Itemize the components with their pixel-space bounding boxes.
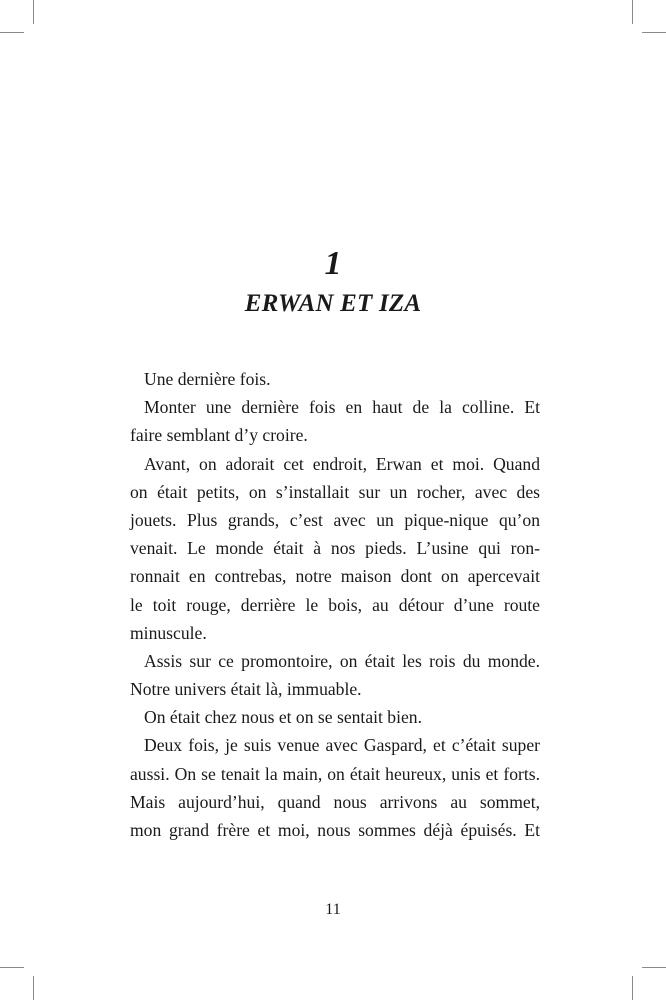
- crop-mark-bottom-left-v: [33, 976, 34, 1000]
- text-line: minuscule.: [130, 622, 207, 643]
- text-line: mon grand frère et moi, nous sommes déjà épuisés. Et: [130, 820, 540, 840]
- crop-mark-top-left-h: [0, 32, 24, 33]
- crop-mark-top-left-v: [33, 0, 34, 24]
- crop-mark-bottom-right-v: [632, 976, 633, 1000]
- text-line: aussi. On se tenait la main, on était heureux, unis et forts.: [130, 763, 540, 784]
- crop-mark-top-right-v: [632, 0, 633, 24]
- text-line: On était chez nous et on se sentait bien.: [144, 707, 422, 728]
- text-line: Assis sur ce promontoire, on était les rois du monde.: [144, 650, 540, 671]
- body-text: [130, 365, 540, 844]
- text-line: Deux fois, je suis venue avec Gaspard, et c’était super: [144, 735, 540, 756]
- text-line: faire semblant d’y croire.: [130, 425, 308, 446]
- text-line: Avant, on adorait cet endroit, Erwan et moi. Quand: [144, 453, 540, 474]
- crop-mark-bottom-right-h: [642, 967, 666, 968]
- chapter-title: ERWAN ET IZA: [244, 290, 422, 317]
- crop-mark-bottom-left-h: [0, 967, 24, 968]
- text-line: ronnait en contrebas, notre maison dont on apercevait: [130, 566, 540, 587]
- text-line: Notre univers était là, immuable.: [130, 679, 362, 700]
- text-line: Mais aujourd’hui, quand nous arrivons au sommet,: [130, 791, 540, 812]
- text-line: on était petits, on s’installait sur un rocher, avec des: [130, 481, 540, 502]
- text-line: venait. Le monde était à nos pieds. L’usine qui ron-: [130, 538, 540, 559]
- chapter-number: 1: [324, 245, 342, 282]
- text-line: jouets. Plus grands, c’est avec un pique-nique qu’on: [130, 509, 540, 530]
- page-number: 11: [325, 901, 341, 918]
- crop-mark-top-right-h: [642, 32, 666, 33]
- text-line: Monter une dernière fois en haut de la colline. Et: [144, 397, 540, 418]
- text-line: le toit rouge, derrière le bois, au détour d’une route: [130, 594, 540, 615]
- text-line: Une dernière fois.: [144, 369, 271, 389]
